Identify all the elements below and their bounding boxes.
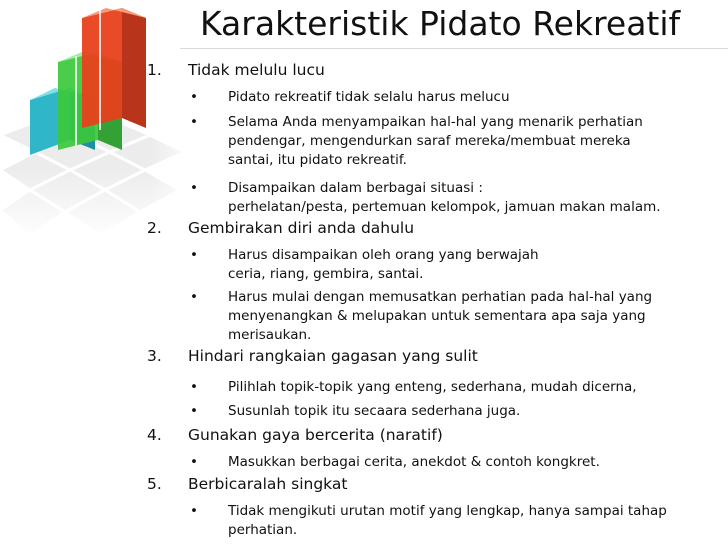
list-item-line: merisaukan.: [228, 327, 312, 343]
bullet-icon: •: [190, 503, 198, 519]
bullet-icon: •: [190, 379, 198, 395]
list-item: [228, 378, 718, 397]
list-number: 4.: [147, 426, 162, 444]
list-item: [228, 179, 718, 217]
list-item: [228, 246, 718, 284]
list-item-line: ceria, riang, gembira, santai.: [228, 266, 424, 282]
list-item: [228, 113, 718, 170]
list-item-line: Susunlah topik itu secaara sederhana juga.: [228, 403, 521, 419]
bullet-icon: •: [190, 180, 198, 196]
list-heading: Tidak melulu lucu: [188, 61, 325, 79]
list-heading: Gunakan gaya bercerita (naratif): [188, 426, 443, 444]
bullet-icon: •: [190, 247, 198, 263]
list-item-line: Disampaikan dalam berbagai situasi :: [228, 180, 483, 196]
list-number: 2.: [147, 219, 162, 237]
list-heading: Berbicaralah singkat: [188, 475, 348, 493]
bullet-icon: •: [190, 89, 198, 105]
slide-title: Karakteristik Pidato Rekreatif: [200, 4, 681, 43]
list-number: 5.: [147, 475, 162, 493]
list-item-line: Harus disampaikan oleh orang yang berwajah: [228, 247, 539, 263]
list-item-line: Harus mulai dengan memusatkan perhatian pada hal-hal yang: [228, 289, 653, 305]
list-item-line: perhatian.: [228, 522, 298, 538]
bullet-icon: •: [190, 454, 198, 470]
list-item: [228, 402, 718, 421]
list-item-line: perhelatan/pesta, pertemuan kelompok, jamuan makan malam.: [228, 199, 661, 215]
list-number: 3.: [147, 347, 162, 365]
bullet-icon: •: [190, 289, 198, 305]
list-number: 1.: [147, 61, 162, 79]
list-heading: Hindari rangkaian gagasan yang sulit: [188, 347, 478, 365]
bullet-icon: •: [190, 403, 198, 419]
list-item: [228, 288, 718, 345]
list-item-line: Masukkan berbagai cerita, anekdot & contoh kongkret.: [228, 454, 600, 470]
list-item-line: santai, itu pidato rekreatif.: [228, 152, 407, 168]
list-item: [228, 453, 718, 472]
list-item-line: Tidak mengikuti urutan motif yang lengkap, hanya sampai tahap: [228, 503, 667, 519]
list-heading: Gembirakan diri anda dahulu: [188, 219, 415, 237]
list-item-line: pendengar, mengendurkan saraf mereka/membuat mereka: [228, 133, 631, 149]
list-item-line: Pidato rekreatif tidak selalu harus melucu: [228, 89, 510, 105]
list-item: [228, 88, 718, 107]
list-item: [228, 502, 718, 540]
list-item-line: Selama Anda menyampaikan hal-hal yang menarik perhatian: [228, 114, 643, 130]
bullet-icon: •: [190, 114, 198, 130]
list-item-line: Pilihlah topik-topik yang enteng, sederhana, mudah dicerna,: [228, 379, 637, 395]
list-item-line: menyenangkan & melupakan untuk sementara apa saja yang: [228, 308, 646, 324]
